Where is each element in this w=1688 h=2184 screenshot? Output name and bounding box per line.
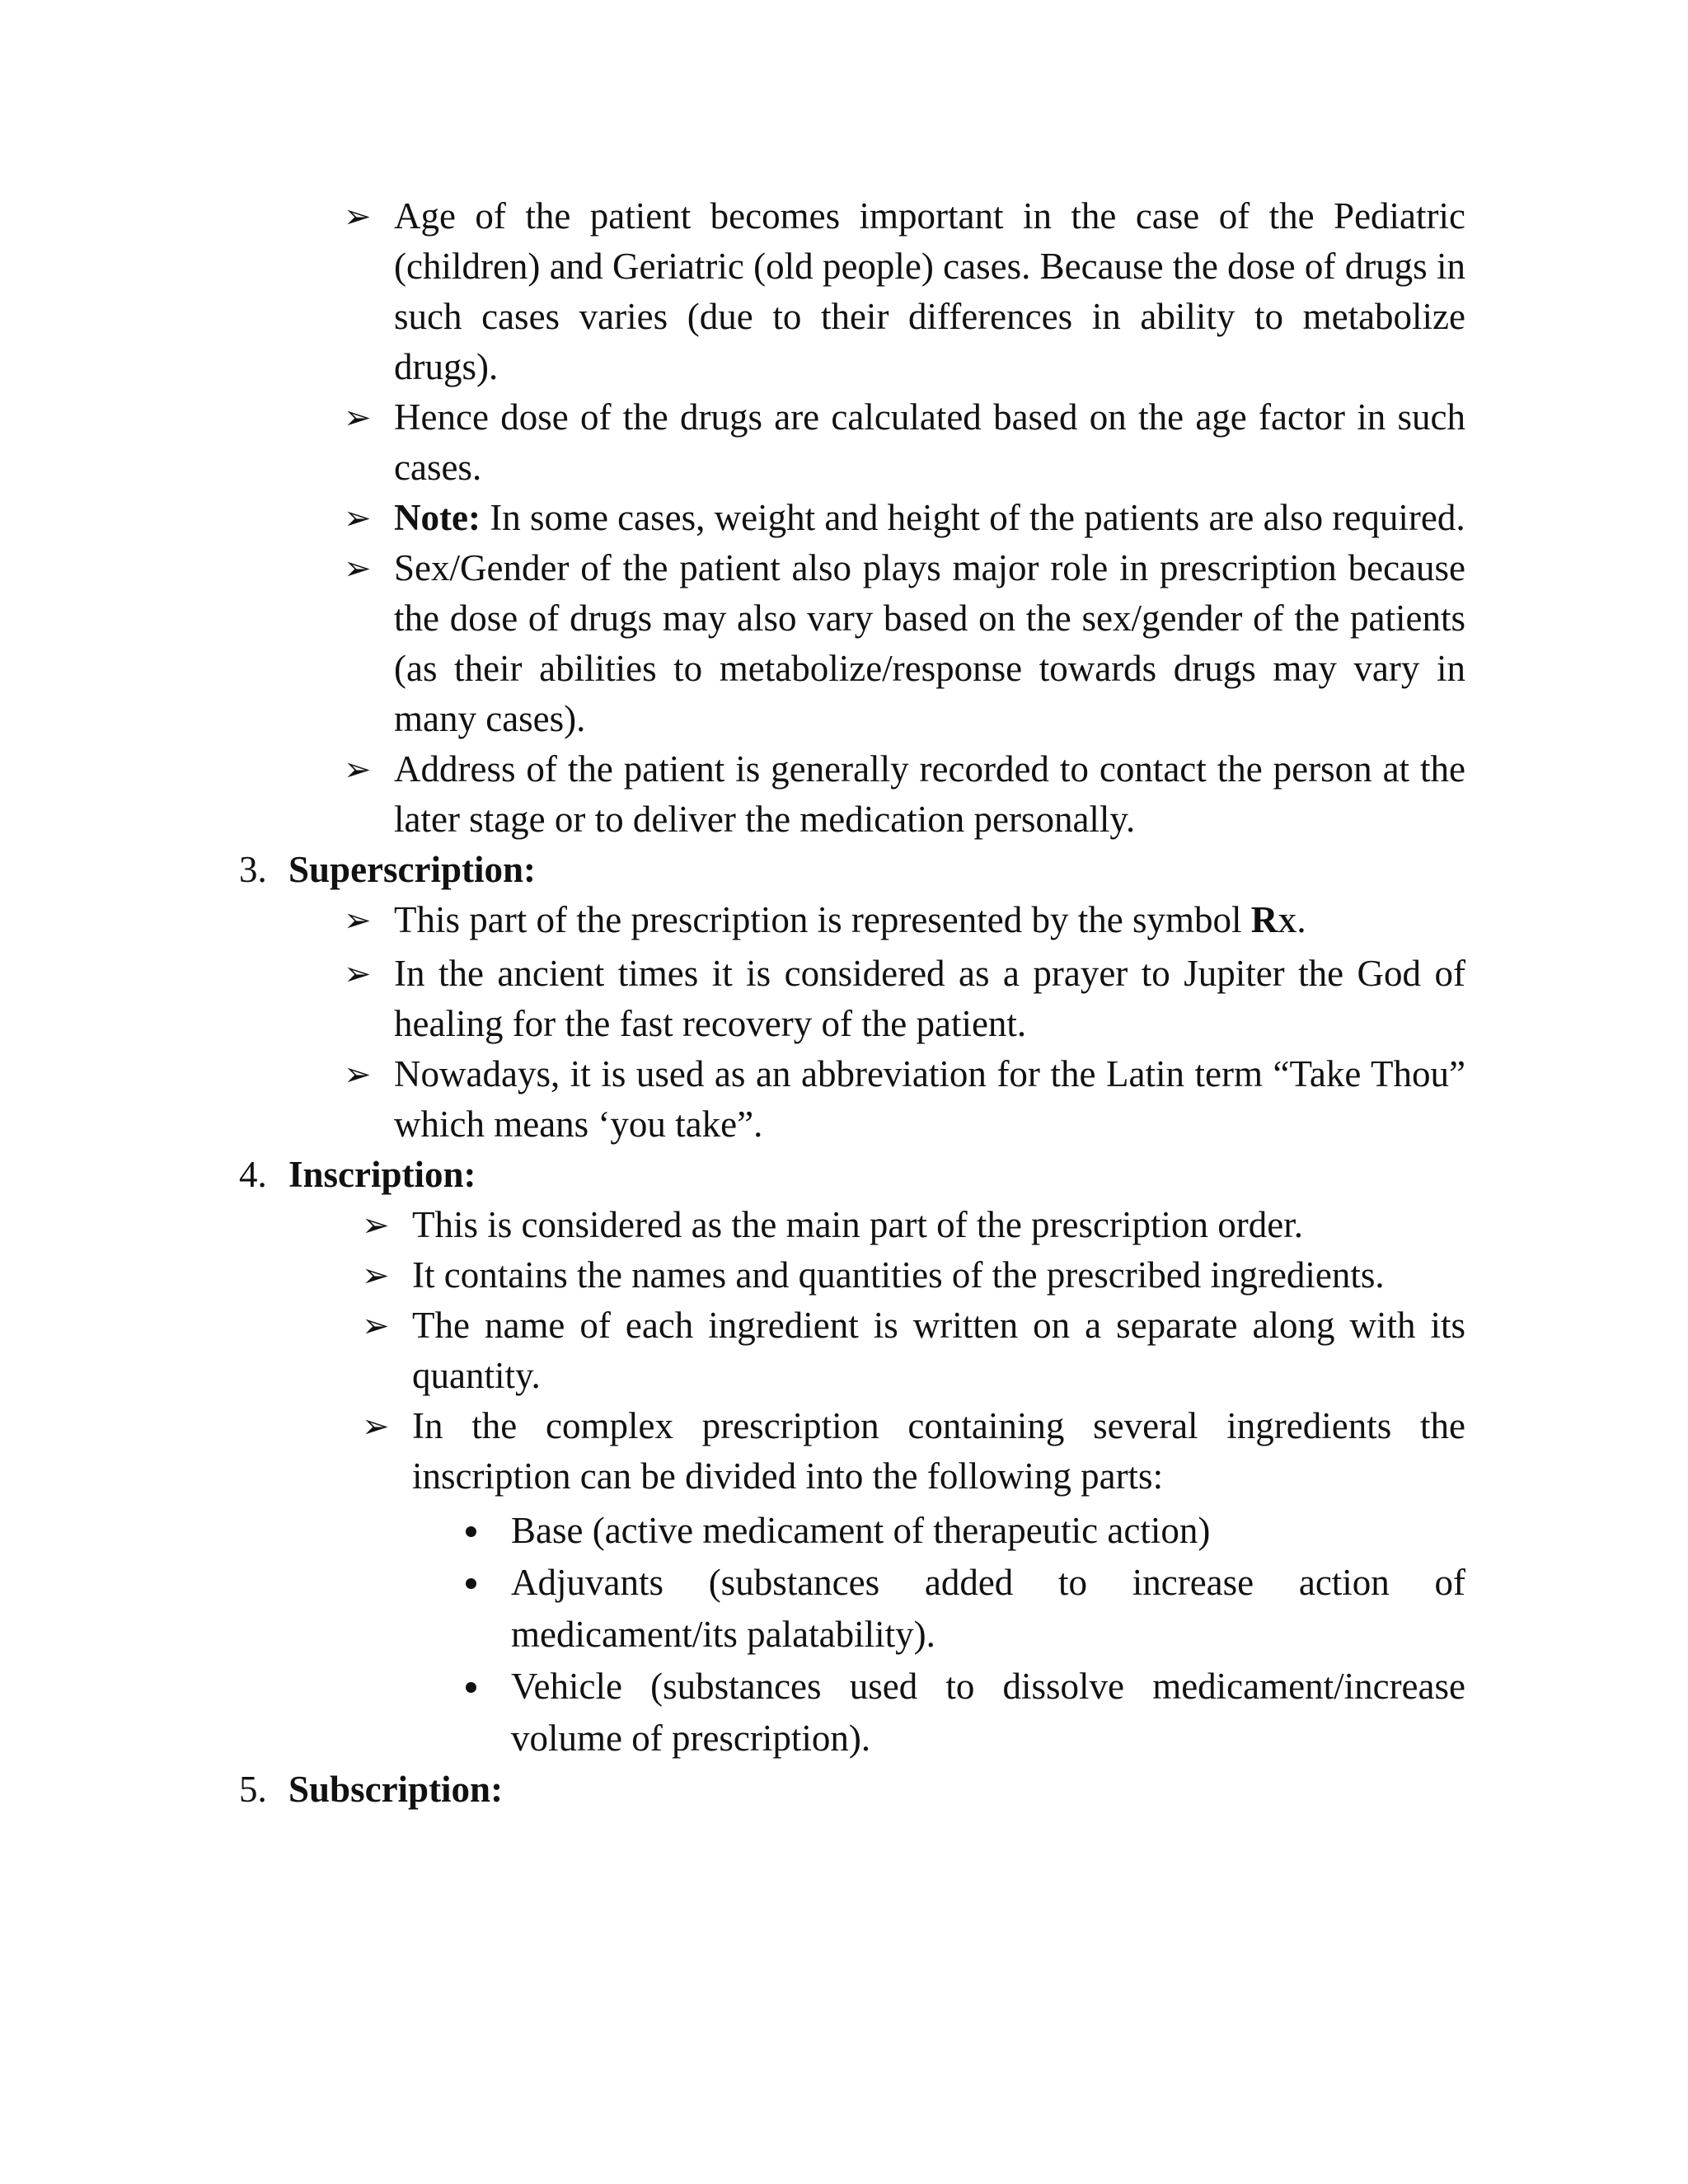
arrow-bullet-icon: ➢ [344,902,372,939]
arrow-bullet-icon: ➢ [344,550,372,587]
arrow-bullet-icon: ➢ [344,1056,372,1093]
section-number: 4. [239,1154,267,1195]
arrow-bullet-icon: ➢ [362,1257,390,1294]
list-item [511,1557,1465,1661]
bullet-text: This part of the prescription is represented by the symbol [394,899,1251,940]
bullet-text: Nowadays, it is used as an abbreviation for the Latin term “Take Thou” which means ‘you take”. [394,1053,1465,1145]
list-item [362,1250,1465,1301]
list-item [511,1661,1465,1765]
bullet-text: In the ancient times it is considered as a prayer to Jupiter the God of healing for the fast recovery of the patient. [394,953,1465,1044]
list-item [362,1200,1465,1250]
bullet-text: Address of the patient is generally recorded to contact the person at the later stage or to deliver the medication personally. [394,748,1465,840]
arrow-bullet-icon: ➢ [362,1307,390,1344]
arrow-bullet-icon: ➢ [362,1207,390,1244]
bullet-text: Age of the patient becomes important in the case of the Pediatric (children) and Geriatric (old people) cases. Because the dose of drugs in such cases varies (due to their differences in ability to metabolize drugs). [394,195,1465,387]
list-item [344,543,1465,744]
list-item [344,1049,1465,1150]
superscription-bullets [344,895,1465,1150]
section-title: Inscription: [288,1154,476,1195]
list-item [344,191,1465,392]
list-item [344,744,1465,845]
section-number: 3. [239,849,267,890]
arrow-bullet-icon: ➢ [344,198,372,235]
arrow-bullet-icon: ➢ [344,955,372,992]
part-text: Adjuvants (substances added to increase action of medicament/its palatability). [511,1562,1465,1655]
bullet-text: Sex/Gender of the patient also plays major role in prescription because the dose of drugs may also vary based on the sex/gender of the patients (as their abilities to metabolize/response towards drugs may vary in many cases). [394,547,1465,739]
list-item [344,895,1465,949]
section-heading [239,1150,1465,1200]
inscription-parts [511,1505,1465,1765]
bullet-text: In some cases, weight and height of the patients are also required. [480,497,1465,538]
arrow-bullet-icon: ➢ [344,499,372,537]
list-item [511,1505,1465,1557]
list-item [344,493,1465,543]
inscription-bullets [362,1200,1465,1765]
list-item [344,949,1465,1049]
bullet-text-end: . [1296,899,1306,940]
section-subscription [239,1765,1465,1815]
bullet-text: The name of each ingredient is written on a separate along with its quantity. [412,1305,1465,1396]
arrow-bullet-icon: ➢ [344,751,372,788]
bullet-text: This is considered as the main part of the prescription order. [412,1204,1303,1245]
section-superscription [239,845,1465,1150]
arrow-bullet-icon: ➢ [344,399,372,436]
dot-bullet-icon [466,1682,476,1693]
dot-bullet-icon [466,1578,476,1589]
arrow-bullet-icon: ➢ [362,1408,390,1445]
list-item [362,1301,1465,1401]
bullet-text: In the complex prescription containing several ingredients the inscription can be divided into the following parts: [412,1405,1465,1497]
section-title: Subscription: [288,1769,504,1810]
section-heading [239,1765,1465,1815]
rx-symbol-x: X [1278,908,1297,938]
bullet-text: It contains the names and quantities of the prescribed ingredients. [412,1254,1385,1296]
patient-details-bullets [239,191,1465,1815]
section-inscription [239,1150,1465,1765]
section-number: 5. [239,1769,267,1810]
list-item [362,1401,1465,1502]
section-title: Superscription: [288,849,537,890]
bullet-text: Hence dose of the drugs are calculated based on the age factor in such cases. [394,396,1465,488]
note-label: Note: [394,497,481,538]
part-text: Base (active medicament of therapeutic action) [511,1510,1211,1551]
part-text: Vehicle (substances used to dissolve medicament/increase volume of prescription). [511,1666,1465,1759]
dot-bullet-icon [466,1526,476,1537]
section-heading [239,845,1465,895]
list-item [344,392,1465,493]
rx-symbol-r: R [1250,899,1278,940]
